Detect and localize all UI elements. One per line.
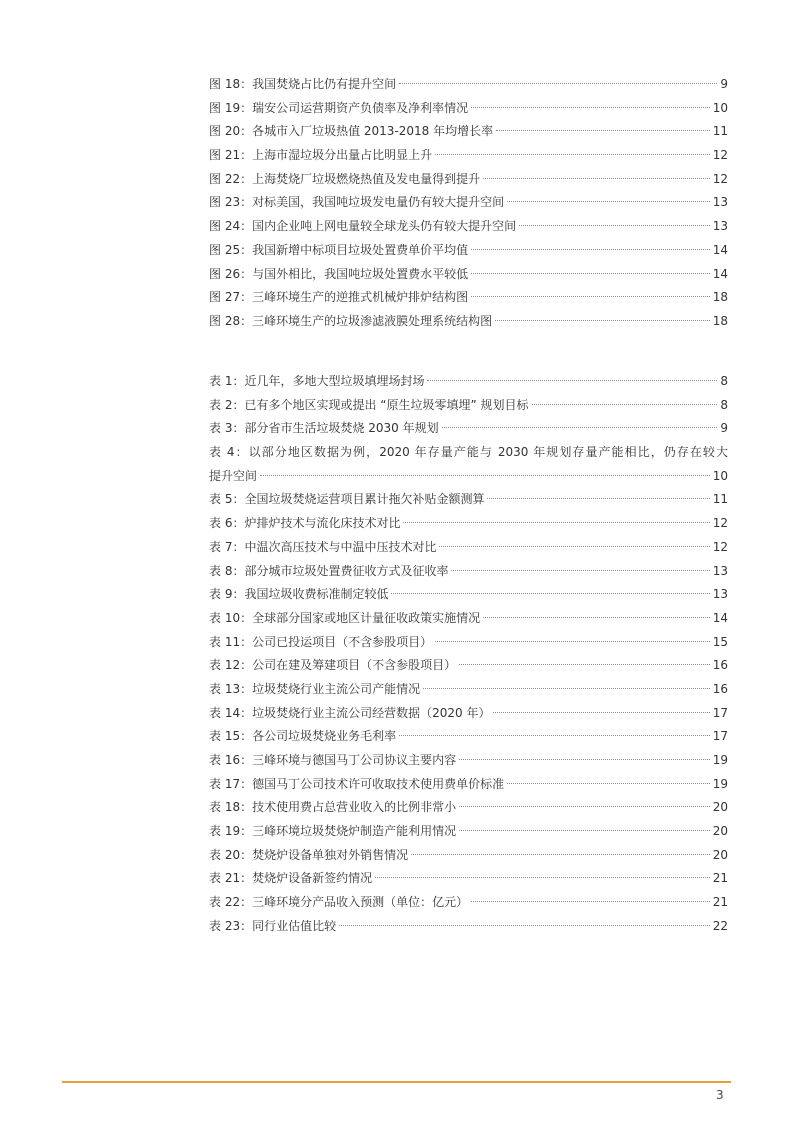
toc-entry-label: 图 21：上海市湿垃圾分出量占比明显上升: [209, 148, 433, 163]
toc-entry-label: 表 8：部分城市垃圾处置费征收方式及征收率: [209, 563, 449, 578]
toc-entry-label: 表 20：焚烧炉设备单独对外销售情况: [209, 847, 409, 862]
toc-entry-label: 图 28：三峰环境生产的垃圾渗滤液膜处理系统结构图: [209, 313, 493, 328]
toc-entry-page: 19: [712, 776, 728, 791]
toc-entry-label: 表 1：近几年，多地大型垃圾填埋场封场: [209, 374, 425, 388]
toc-entry-label-continued: 提升空间: [209, 468, 258, 483]
toc-entry-page: 16: [712, 681, 728, 696]
footer-rule: [62, 1081, 731, 1083]
dot-leader: [471, 296, 710, 297]
dot-leader: [471, 901, 710, 902]
dot-leader: [391, 593, 709, 594]
dot-leader: [532, 404, 718, 405]
toc-entry-label: 表 11：公司已投运项目（不含参股项目）: [209, 634, 433, 649]
dot-leader: [471, 107, 710, 108]
toc-entry-page: 13: [712, 587, 728, 602]
toc-entry[interactable]: [209, 310, 728, 334]
toc-entry[interactable]: [209, 144, 728, 168]
page-number: 3: [716, 1088, 724, 1102]
toc-entry-label: 图 18：我国焚烧占比仍有提升空间: [209, 77, 397, 91]
dot-leader: [399, 83, 717, 84]
toc-entry[interactable]: [209, 239, 728, 263]
toc-entry[interactable]: [209, 844, 728, 868]
dot-leader: [459, 830, 710, 831]
dot-leader: [459, 806, 710, 807]
toc-entry[interactable]: [209, 394, 728, 418]
dot-leader: [435, 641, 710, 642]
toc-entry[interactable]: [209, 820, 728, 844]
toc-entry-label: 图 19：瑞安公司运营期资产负债率及净利率情况: [209, 100, 469, 115]
dot-leader: [483, 178, 710, 179]
toc-entry[interactable]: [209, 536, 728, 560]
toc-entry-label: 表 6：炉排炉技术与流化床技术对比: [209, 516, 401, 531]
toc-entry-page: 17: [712, 705, 728, 720]
toc-entry[interactable]: [209, 97, 728, 121]
toc-entry[interactable]: [209, 915, 728, 939]
toc-entry-label: 表 14：垃圾焚烧行业主流公司经营数据（2020 年）: [209, 705, 491, 720]
toc-entry-page: 11: [712, 124, 728, 139]
toc-entry-page: 17: [712, 729, 728, 744]
toc-entry-page: 14: [712, 610, 728, 625]
toc-entry[interactable]: [209, 441, 728, 488]
toc-entry[interactable]: [209, 654, 728, 678]
toc-entry-page: 13: [712, 195, 728, 210]
toc-entry-page: 19: [712, 753, 728, 768]
dot-leader: [483, 617, 710, 618]
toc-entry[interactable]: [209, 607, 728, 631]
toc-entry[interactable]: [209, 560, 728, 584]
toc-entry-page: 18: [712, 290, 728, 305]
toc-entry-label: 表 9：我国垃圾收费标准制定较低: [209, 587, 389, 602]
toc-entry[interactable]: [209, 191, 728, 215]
dot-leader: [507, 201, 710, 202]
toc-entry-page: 20: [712, 800, 728, 815]
toc-entry-label: 表 3：部分省市生活垃圾焚烧 2030 年规划: [209, 421, 439, 436]
dot-leader: [399, 735, 710, 736]
dot-leader: [339, 925, 710, 926]
toc-entry[interactable]: [209, 286, 728, 310]
toc-entry-label: 表 16：三峰环境与德国马丁公司协议主要内容: [209, 753, 457, 768]
toc-entry[interactable]: [209, 583, 728, 607]
toc-entry[interactable]: [209, 702, 728, 726]
toc-entry-page: 21: [712, 895, 728, 910]
toc-entry-page: 12: [712, 516, 728, 531]
toc-entry-page: 14: [712, 242, 728, 257]
toc-entry-page: 22: [712, 918, 728, 933]
dot-leader: [495, 320, 710, 321]
toc-entry[interactable]: [209, 867, 728, 891]
toc-entry-page: 16: [712, 658, 728, 673]
dot-leader: [411, 854, 710, 855]
table-list: [209, 370, 728, 939]
dot-leader: [471, 249, 710, 250]
toc-entry[interactable]: [209, 725, 728, 749]
toc-entry-label: 表 19：三峰环境垃圾焚烧炉制造产能利用情况: [209, 824, 457, 839]
toc-entry-page: 11: [712, 492, 728, 507]
toc-entry-label: 图 25：我国新增中标项目垃圾处置费单价平均值: [209, 242, 469, 257]
toc-entry[interactable]: [209, 773, 728, 797]
toc-entry-page: 14: [712, 266, 728, 281]
dot-leader: [471, 273, 710, 274]
toc-entry-page: 10: [712, 468, 728, 483]
toc-entry-page: 8: [720, 397, 728, 412]
toc-entry-label: 表 5：全国垃圾焚烧运营项目累计拖欠补贴金额测算: [209, 492, 485, 507]
toc-entry-label: 表 23：同行业估值比较: [209, 918, 337, 933]
dot-leader: [439, 546, 709, 547]
toc-entry-page: 10: [712, 100, 728, 115]
toc-entry-label: 表 15：各公司垃圾焚烧业务毛利率: [209, 729, 397, 744]
dot-leader: [496, 130, 710, 131]
dot-leader: [519, 225, 710, 226]
toc-entry-page: 20: [712, 847, 728, 862]
dot-leader: [442, 427, 718, 428]
toc-entry-page: 12: [712, 171, 728, 186]
toc-entry[interactable]: [209, 678, 728, 702]
dot-leader: [451, 570, 709, 571]
dot-leader: [487, 498, 709, 499]
toc-entry-page: 15: [712, 634, 728, 649]
toc-entry-label: 图 20：各城市入厂垃圾热值 2013-2018 年均增长率: [209, 124, 494, 139]
toc-entry[interactable]: [209, 370, 728, 394]
toc-entry-label: 表 17：德国马丁公司技术许可收取技术使用费单价标准: [209, 776, 505, 791]
dot-leader: [403, 522, 709, 523]
toc-entry[interactable]: [209, 120, 728, 144]
toc-entry-label: 表 13：垃圾焚烧行业主流公司产能情况: [209, 681, 421, 696]
toc-entry-page: 13: [712, 219, 728, 234]
dot-leader: [493, 712, 709, 713]
toc-entry-label: 图 24：国内企业吨上网电量较全球龙头仍有较大提升空间: [209, 219, 517, 234]
toc-entry-label: 图 26：与国外相比，我国吨垃圾处置费水平较低: [209, 266, 469, 281]
toc-entry-label: 表 7：中温次高压技术与中温中压技术对比: [209, 539, 437, 554]
toc-entry-label: 图 23：对标美国，我国吨垃圾发电量仍有较大提升空间: [209, 195, 505, 210]
toc-entry-label: 表 22：三峰环境分产品收入预测（单位：亿元）: [209, 895, 469, 910]
toc-entry-label: 表 21：焚烧炉设备新签约情况: [209, 871, 373, 886]
toc-entry-label: 表 18：技术使用费占总营业收入的比例非常小: [209, 800, 457, 815]
dot-leader: [507, 783, 710, 784]
dot-leader: [375, 877, 710, 878]
toc-entry[interactable]: [209, 512, 728, 536]
toc-entry-label: 图 22：上海焚烧厂垃圾燃烧热值及发电量得到提升: [209, 171, 481, 186]
toc-entry[interactable]: [209, 73, 728, 97]
toc-entry-page: 12: [712, 148, 728, 163]
toc-entry[interactable]: [209, 417, 728, 441]
dot-leader: [459, 759, 710, 760]
toc-entry[interactable]: [209, 488, 728, 512]
toc-entry-page: 20: [712, 824, 728, 839]
toc-entry-label: 表 4：以部分地区数据为例，2020 年存量产能与 2030 年规划存量产能相比，仍存在较大: [209, 445, 728, 460]
toc-entry-page: 21: [712, 871, 728, 886]
dot-leader: [260, 475, 710, 476]
toc-entry[interactable]: [209, 168, 728, 192]
toc-entry-label: 表 12：公司在建及筹建项目（不含参股项目）: [209, 658, 457, 673]
dot-leader: [427, 380, 717, 381]
toc-entry[interactable]: [209, 215, 728, 239]
figure-list: [209, 73, 728, 334]
toc-entry-page: 8: [720, 374, 728, 388]
dot-leader: [459, 664, 710, 665]
toc-entry-page: 13: [712, 563, 728, 578]
toc-entry[interactable]: [209, 263, 728, 287]
toc-entry-label: 表 10：全球部分国家或地区计量征收政策实施情况: [209, 610, 481, 625]
toc-entry-page: 9: [720, 421, 728, 436]
toc-entry[interactable]: [209, 749, 728, 773]
dot-leader: [423, 688, 710, 689]
toc-entry[interactable]: [209, 631, 728, 655]
toc-entry[interactable]: [209, 891, 728, 915]
toc-entry-page: 18: [712, 313, 728, 328]
toc-entry-label: 表 2：已有多个地区实现或提出 “原生垃圾零填埋” 规划目标: [209, 397, 529, 412]
dot-leader: [435, 154, 710, 155]
toc-entry[interactable]: [209, 796, 728, 820]
toc-entry-label: 图 27：三峰环境生产的逆推式机械炉排炉结构图: [209, 290, 469, 305]
toc-entry-page: 9: [720, 77, 728, 91]
toc-entry-page: 12: [712, 539, 728, 554]
